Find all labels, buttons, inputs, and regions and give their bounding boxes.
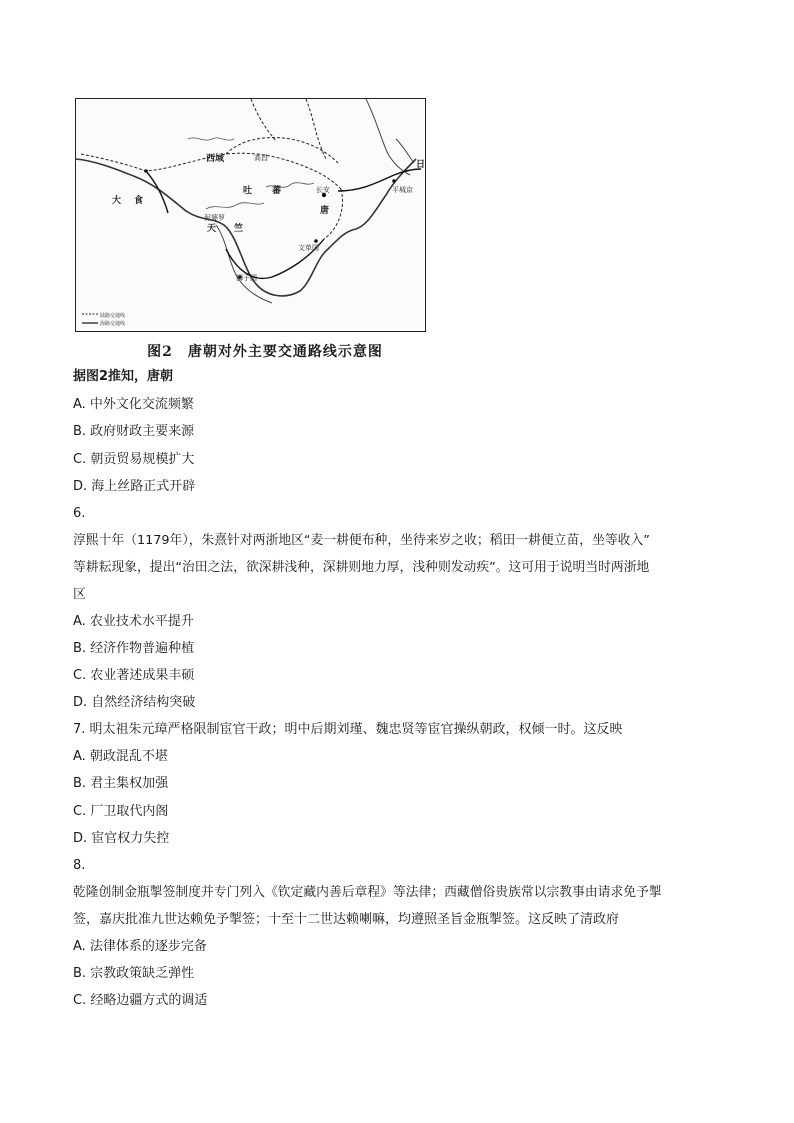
map-label-tianzhu-1: 天 bbox=[207, 224, 217, 234]
legend-land: 陆路交通线 bbox=[100, 313, 126, 319]
q6-stem-line3: 区 bbox=[73, 587, 87, 602]
map-label-tianzhu-2: 竺 bbox=[234, 224, 244, 234]
map-label-gaochang: 高昌 bbox=[254, 154, 268, 162]
q8-stem-line1: 乾隆创制金瓶掣签制度并专门列入《钦定藏内善后章程》等法律；西藏僧俗贵族常以宗教事由请求免予掣 bbox=[73, 885, 662, 900]
figure-caption: 图2 唐朝对外主要交通路线示意图 bbox=[147, 344, 383, 360]
q6-option-b: B. 经济作物普遍种植 bbox=[73, 641, 195, 656]
q8-option-b: B. 宗教政策缺乏弹性 bbox=[73, 966, 195, 981]
q6-option-c: C. 农业著述成果丰硕 bbox=[73, 668, 195, 683]
map-label-shizi: 狮子国 bbox=[236, 274, 257, 282]
map-legend bbox=[80, 312, 125, 328]
q7-option-b: B. 君主集权加强 bbox=[73, 776, 169, 791]
map-figure bbox=[75, 98, 426, 332]
map-label-tang: 唐 bbox=[320, 206, 330, 216]
q5-option-b: B. 政府财政主要来源 bbox=[73, 424, 195, 439]
map-label-ri: 日 bbox=[416, 160, 426, 170]
map-label-wendan: 文单国 bbox=[298, 244, 319, 252]
q6-stem-line2: 等耕耘现象，提出“治田之法，欲深耕浅种，深耕则地力厚，浅种则发动疾”。这可用于说明当时两浙地 bbox=[73, 560, 650, 575]
q5-option-a: A. 中外文化交流频繁 bbox=[73, 397, 194, 412]
q8-option-a: A. 法律体系的逐步完备 bbox=[73, 939, 207, 954]
map-drawing bbox=[76, 99, 425, 331]
q7-stem: 7. 明太祖朱元璋严格限制宦官干政；明中后期刘瑾、魏忠贤等宦官操纵朝政，权倾一时。这反映 bbox=[73, 722, 623, 737]
q5-option-d: D. 海上丝路正式开辟 bbox=[73, 479, 196, 494]
map-label-xiyu: 西域 bbox=[206, 154, 225, 164]
q7-option-c: C. 厂卫取代内阁 bbox=[73, 804, 169, 819]
q6-stem-line1: 淳熙十年（1179年），朱熹针对两浙地区“麦一耕便布种，坐待来岁之收；稻田一耕便立苗，坐等收入” bbox=[73, 533, 650, 548]
map-label-dashi-1: 大 bbox=[112, 196, 122, 206]
q7-option-a: A. 朝政混乱不堪 bbox=[73, 749, 168, 764]
map-label-tubo-1: 吐 bbox=[243, 186, 253, 196]
q8-stem-line2: 签，嘉庆批准九世达赖免予掣签；十至十二世达赖喇嘛，均遵照圣旨金瓶掣签。这反映了清政府 bbox=[73, 912, 620, 927]
q5-option-c: C. 朝贡贸易规模扩大 bbox=[73, 452, 195, 467]
q6-option-a: A. 农业技术水平提升 bbox=[73, 614, 194, 629]
map-label-dashi-2: 食 bbox=[134, 196, 144, 206]
q5-stem: 据图2推知，唐朝 bbox=[73, 369, 174, 384]
map-label-changan: 长安 bbox=[316, 186, 330, 194]
q8-option-c: C. 经略边疆方式的调适 bbox=[73, 993, 208, 1008]
q6-option-d: D. 自然经济结构突破 bbox=[73, 695, 196, 710]
map-label-tubo-2: 蕃 bbox=[272, 186, 282, 196]
legend-sea: 海路交通线 bbox=[100, 321, 126, 327]
q7-option-d: D. 宦官权力失控 bbox=[73, 831, 170, 846]
map-label-pingchengjing: 平城京 bbox=[392, 186, 413, 194]
map-label-niboluo: 泥婆罗 bbox=[204, 214, 225, 222]
q6-number: 6. bbox=[73, 506, 86, 521]
q8-number: 8. bbox=[73, 858, 86, 873]
